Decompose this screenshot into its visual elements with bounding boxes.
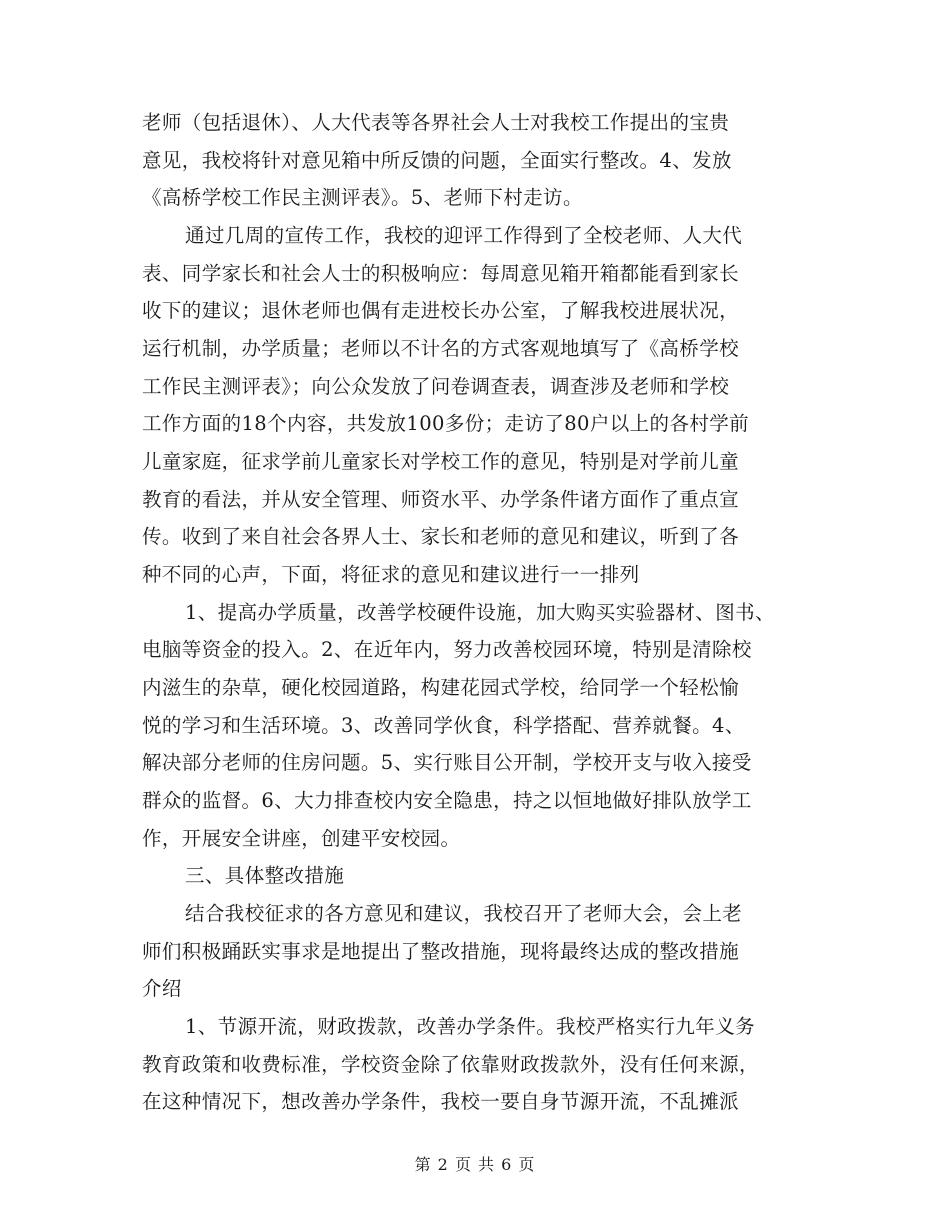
text-line: 运行机制，办学质量；老师以不计名的方式客观地填写了《高桥学校	[142, 337, 740, 360]
text-line: 悦的学习和生活环境。3、改善同学伙食，科学搭配、营养就餐。4、	[142, 714, 745, 737]
text-line: 儿童家庭，征求学前儿童家长对学校工作的意见，特别是对学前儿童	[142, 450, 740, 473]
text-line: 意见，我校将针对意见箱中所反馈的问题，全面实行整改。4、发放	[142, 149, 732, 172]
text-line: 解决部分老师的住房问题。5、实行账目公开制，学校开支与收入接受	[142, 751, 752, 774]
text-line: 内滋生的杂草，硬化校园道路，构建花园式学校，给同学一个轻松愉	[142, 676, 740, 699]
section-heading: 三、具体整改措施	[185, 864, 345, 887]
text-line: 群众的监督。6、大力排查校内安全隐患，持之以恒地做好排队放学工	[142, 789, 752, 812]
text-line: 电脑等资金的投入。2、在近年内，努力改善校园环境，特别是清除校	[142, 638, 752, 661]
page-number-footer: 第 2 页 共 6 页	[414, 1155, 536, 1174]
text-line: 工作方面的18个内容，共发放100多份；走访了80户以上的各村学前	[142, 412, 750, 435]
text-line: 师们积极踊跃实事求是地提出了整改措施，现将最终达成的整改措施	[142, 940, 740, 963]
text-line: 作，开展安全讲座，创建平安校园。	[142, 827, 461, 850]
text-line: 老师（包括退休）、人大代表等各界社会人士对我校工作提出的宝贵	[142, 111, 730, 134]
text-line: 介绍	[142, 977, 182, 1000]
text-line: 收下的建议；退休老师也偶有走进校长办公室，了解我校进展状况，	[142, 299, 740, 322]
text-line: 教育政策和收费标准，学校资金除了依靠财政拨款外，没有任何来源，	[142, 1053, 759, 1076]
paragraph-start-line: 1、节源开流，财政拨款，改善办学条件。我校严格实行九年义务	[185, 1015, 756, 1038]
paragraph-start-line: 1、提高办学质量，改善学校硬件设施，加大购买实验器材、图书、	[185, 601, 775, 624]
text-line: 工作民主测评表》；向公众发放了问卷调查表，调查涉及老师和学校	[142, 375, 730, 398]
text-line: 在这种情况下，想改善办学条件，我校一要自身节源开流，不乱摊派	[142, 1090, 740, 1113]
text-line: 种不同的心声，下面，将征求的意见和建议进行一一排列	[142, 563, 640, 586]
paragraph-start-line: 通过几周的宣传工作，我校的迎评工作得到了全校老师、人大代	[185, 224, 743, 247]
text-line: 表、同学家长和社会人士的积极响应：每周意见箱开箱都能看到家长	[142, 262, 740, 285]
text-line: 《高桥学校工作民主测评表》。5、老师下村走访。	[142, 186, 583, 209]
text-line: 传。收到了来自社会各界人士、家长和老师的意见和建议，听到了各	[142, 525, 740, 548]
text-line: 教育的看法，并从安全管理、师资水平、办学条件诸方面作了重点宣	[142, 488, 740, 511]
paragraph-start-line: 结合我校征求的各方意见和建议，我校召开了老师大会，会上老	[185, 902, 743, 925]
